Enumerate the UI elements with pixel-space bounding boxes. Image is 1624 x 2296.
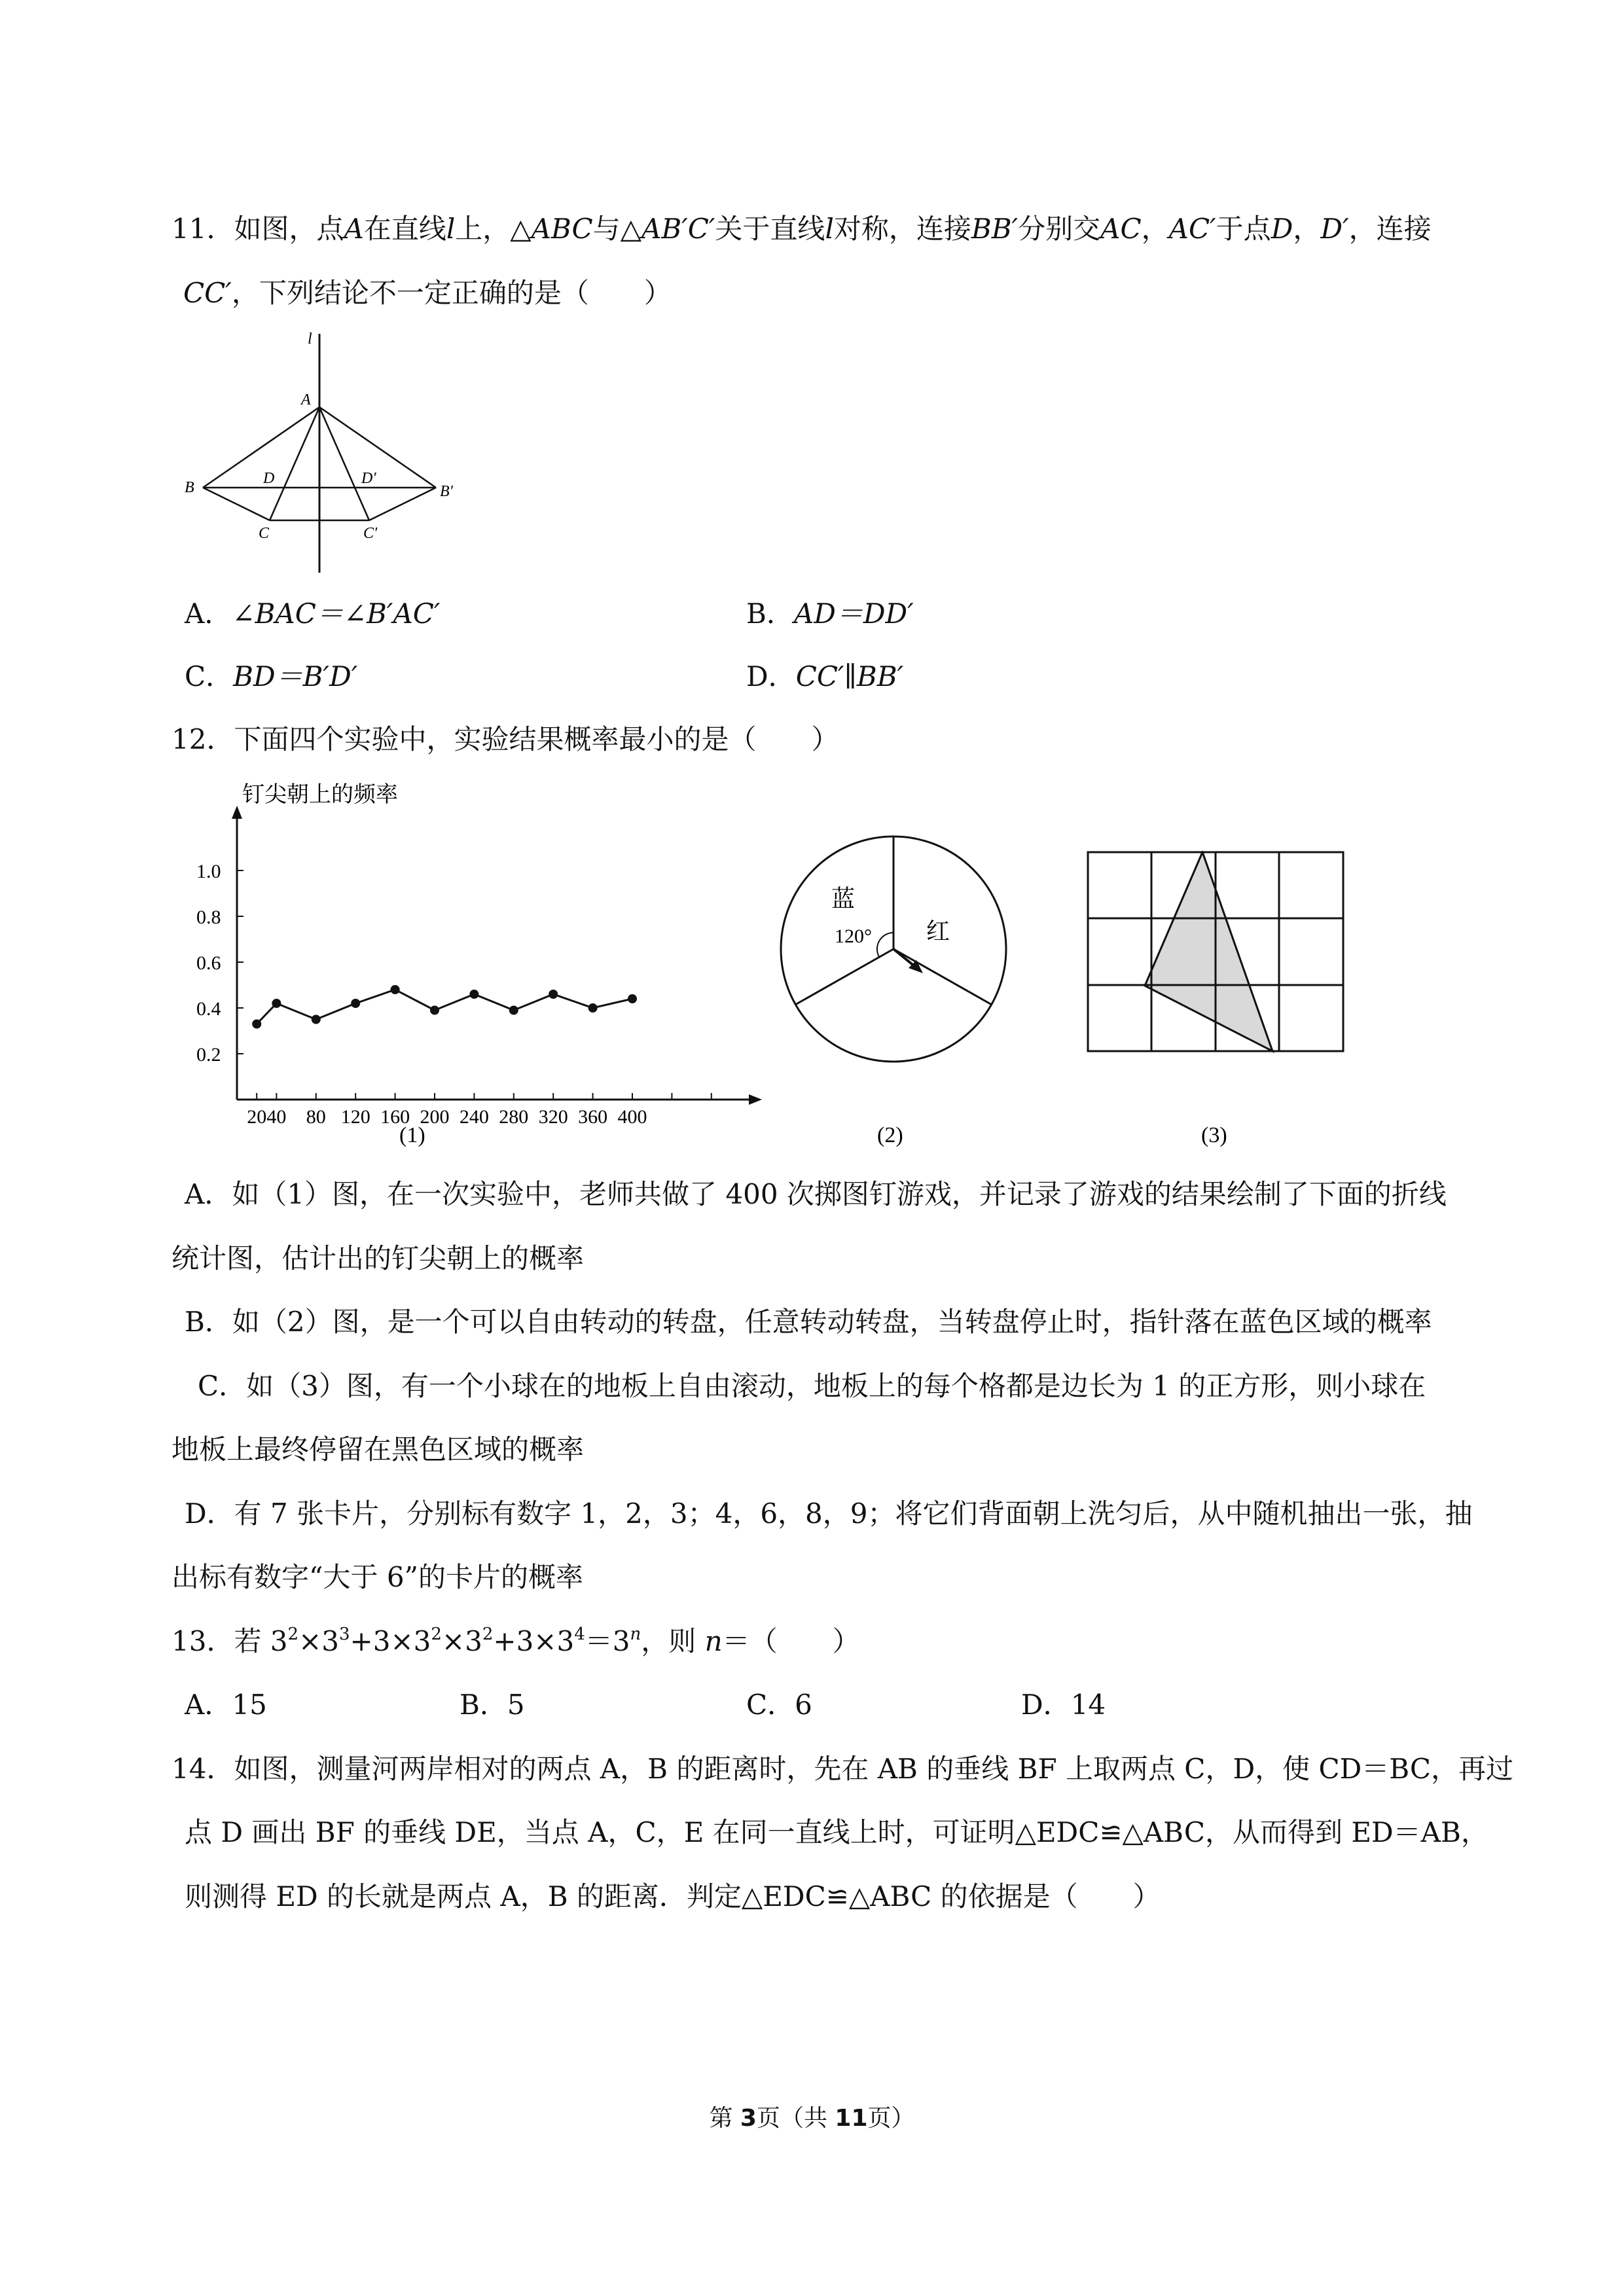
q11-stem-line2: CC′，下列结论不一定正确的是（ ） [183, 277, 672, 309]
data-point [549, 990, 558, 999]
q11-number: 11． [171, 213, 234, 245]
data-point [391, 985, 400, 994]
fig1-caption: (1) [399, 1123, 425, 1147]
page-footer: 第 3页（共 11页） [709, 2105, 915, 2132]
x-tick-label: 40 [266, 1106, 287, 1128]
q11-figure [177, 327, 478, 576]
q11-option-b: B．AD＝DD′ [746, 598, 914, 630]
x-tick-label: 400 [617, 1106, 647, 1128]
pointer [893, 949, 915, 967]
label-angle: 120° [835, 925, 872, 947]
y-tick-label: 0.2 [196, 1044, 221, 1066]
label-Cp: C′ [363, 525, 378, 542]
data-point [252, 1020, 261, 1029]
q12-number: 12． [171, 723, 234, 755]
data-point [469, 990, 478, 999]
divider-bottom-right [893, 949, 992, 1005]
chart-axes [232, 806, 762, 1105]
chart-title: 钉尖朝上的频率 [242, 783, 398, 807]
label-D: D [263, 470, 275, 487]
data-point [351, 999, 360, 1008]
data-point [312, 1015, 321, 1024]
label-A: A [301, 391, 311, 408]
data-point [509, 1006, 518, 1015]
q12-option-a-line1: A．如（1）图，在一次实验中，老师共做了 400 次掷图钉游戏，并记录了游戏的结果绘制了下面的折线 [185, 1178, 1447, 1210]
data-point [588, 1003, 598, 1013]
fig2-caption: (2) [877, 1123, 903, 1147]
q13-option-b: B．5 [460, 1689, 525, 1721]
q12-option-d-line2: 出标有数字“大于 6”的卡片的概率 [171, 1561, 584, 1593]
x-tick-label: 20 [247, 1106, 267, 1128]
data-point [628, 994, 637, 1003]
shaded-triangle [1145, 852, 1272, 1051]
q14-line1: 14．如图，测量河两岸相对的两点 A，B 的距离时，先在 AB 的垂线 BF 上取两点 C，D，使 CD＝BC，再过 [171, 1753, 1514, 1785]
x-tick-label: 320 [538, 1106, 568, 1128]
q13-option-d: D．14 [1021, 1689, 1106, 1721]
x-tick-label: 80 [306, 1106, 326, 1128]
q13-option-a: A．15 [185, 1689, 267, 1721]
q11-stem-line1: 11．如图，点A在直线l上，△ABC与△AB′C′关于直线l对称，连接BB′分别交AC，AC′于点D，D′，连接 [171, 213, 1432, 245]
series [252, 985, 637, 1029]
label-C: C [259, 525, 270, 542]
q14-line2: 点 D 画出 BF 的垂线 DE，当点 A，C，E 在同一直线上时，可证明△EDC≌△ABC，从而得到 ED＝AB， [185, 1816, 1489, 1848]
x-tick-label: 160 [380, 1106, 410, 1128]
y-tick-label: 0.6 [196, 952, 221, 974]
label-red: 红 [926, 918, 950, 944]
segment-BC [203, 488, 270, 520]
q12-stem: 12．下面四个实验中，实验结果概率最小的是（ ） [171, 723, 839, 755]
x-tick-label: 280 [499, 1106, 529, 1128]
q13-stem: 13．若 $3^2\times 3^3+3\times 3^2\times 3^2+3\times 3^4=3^n$，则 n＝（ ） [171, 1624, 860, 1657]
q14-line3: 则测得 ED 的长就是两点 A，B 的距离．判定△EDC≌△ABC 的依据是（ ） [185, 1880, 1161, 1912]
data-point [272, 999, 281, 1008]
y-tick-label: 1.0 [196, 861, 221, 882]
label-Dp: D′ [361, 470, 376, 487]
q12-option-c-line2: 地板上最终停留在黑色区域的概率 [171, 1433, 585, 1465]
q11-option-a: A．∠BAC＝∠B′AC′ [185, 598, 441, 630]
x-tick-label: 240 [459, 1106, 489, 1128]
label-blue: 蓝 [831, 886, 856, 912]
page-number: 3 [740, 2105, 757, 2132]
data-point [430, 1006, 439, 1015]
y-tick-label: 0.4 [196, 998, 221, 1020]
q13-option-c: C．6 [746, 1689, 812, 1721]
y-tick-label: 0.8 [196, 906, 221, 928]
q12-option-b: B．如（2）图，是一个可以自由转动的转盘，任意转动转盘，当转盘停止时，指针落在蓝色区域的概率 [185, 1306, 1432, 1338]
label-Bp: B′ [440, 483, 453, 500]
q14-number: 14． [171, 1753, 234, 1785]
q11-option-c: C．BD＝B′D′ [185, 660, 358, 692]
grid-lines [1088, 852, 1343, 1051]
total-pages: 11 [835, 2105, 868, 2132]
q13-number: 13． [171, 1625, 234, 1657]
segment-BpCp [369, 488, 436, 520]
label-l: l [308, 331, 312, 348]
x-tick-label: 120 [340, 1106, 370, 1128]
x-tick-label: 200 [420, 1106, 450, 1128]
q12-option-c-line1: C．如（3）图，有一个小球在的地板上自由滚动，地板上的每个格都是边长为 1 的正方形，则小球在 [198, 1370, 1426, 1402]
label-B: B [185, 479, 194, 496]
fig3-caption: (3) [1201, 1123, 1227, 1147]
q12-fig1-line-chart [196, 782, 772, 1155]
x-tick-labels [247, 1093, 712, 1128]
y-axis-arrow-icon [232, 806, 242, 819]
divider-bottom-left [795, 949, 893, 1005]
q11-option-d: D．CC′∥BB′ [746, 660, 904, 692]
x-axis-arrow-icon [749, 1094, 762, 1105]
q12-option-d-line1: D．有 7 张卡片，分别标有数字 1，2，3；4，6，8，9；将它们背面朝上洗匀后，从中随机抽出一张，抽 [185, 1498, 1473, 1530]
q12-fig2-spinner [772, 821, 1015, 1155]
q12-option-a-line2: 统计图，估计出的钉尖朝上的概率 [171, 1242, 585, 1274]
q12-fig3-grid [1074, 851, 1348, 1158]
x-tick-label: 360 [578, 1106, 608, 1128]
